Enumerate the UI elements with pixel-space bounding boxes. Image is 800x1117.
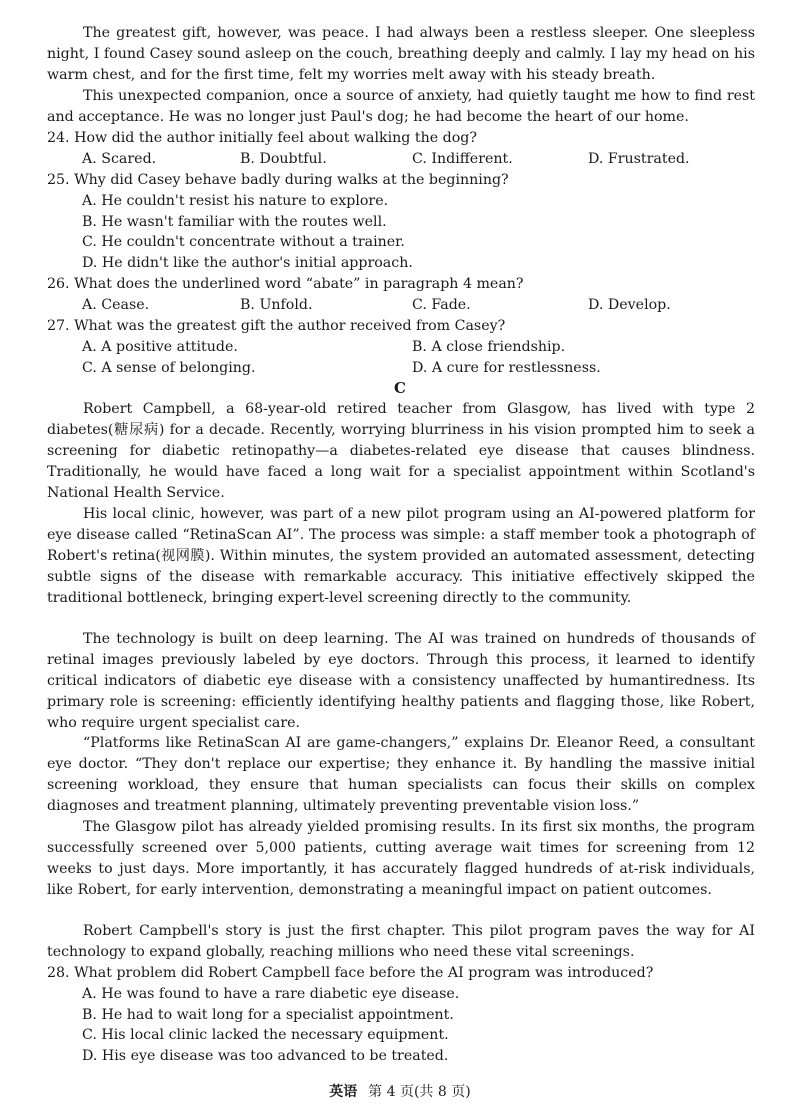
q26-option-a: A. Cease. (82, 297, 150, 313)
q27-option-a: A. A positive attitude. (82, 339, 238, 355)
q25-option-a: A. He couldn't resist his nature to explore. (82, 193, 389, 209)
q28-option-b: B. He had to wait long for a specialist appointment. (82, 1007, 454, 1023)
q25-option-d: D. He didn't like the author's initial approach. (82, 255, 413, 271)
section-c-paragraph-4: “Platforms like RetinaScan AI are game-changers,” explains Dr. Eleanor Reed, a consultant eye doctor. “They don't replace our expertise; they enhance it. By handling the massive initial screening workload, they ensure that human specialists can focus their skills on complex diagnoses and treatment planning, ultimately preventing preventable vision loss.” (47, 735, 755, 814)
section-c-paragraph-2: His local clinic, however, was part of a new pilot program using an AI-powered platform for eye disease called “RetinaScan AI”. The process was simple: a staff member took a photograph of Robert's retina(视网膜). Within minutes, the system provided an automated assessment, detecting subtle signs of the disease with remarkable accuracy. This initiative effectively skipped the traditional bottleneck, bringing expert-level screening directly to the community. (47, 506, 755, 606)
q24-option-a: A. Scared. (82, 151, 157, 167)
question-25-stem: 25. Why did Casey behave badly during walks at the beginning? (47, 172, 509, 188)
question-24-stem: 24. How did the author initially feel about walking the dog? (47, 130, 477, 146)
section-c-paragraph-5: The Glasgow pilot has already yielded promising results. In its first six months, the program successfully screened over 5,000 patients, cutting average wait times for screening from 12 weeks to just days. More importantly, it has accurately flagged hundreds of at-risk individuals, like Robert, for early intervention, demonstrating a meaningful impact on patient outcomes. (47, 819, 755, 898)
q28-option-a: A. He was found to have a rare diabetic eye disease. (82, 986, 460, 1002)
section-c-paragraph-6: Robert Campbell's story is just the first chapter. This pilot program paves the way for AI technology to expand globally, reaching millions who need these vital screenings. (47, 923, 755, 960)
passage-b-paragraph-1: The greatest gift, however, was peace. I had always been a restless sleeper. One sleepless night, I found Casey sound asleep on the couch, breathing deeply and calmly. I lay my head on his warm chest, and for the first time, felt my worries melt away with his steady breath. (47, 25, 755, 83)
page-footer (0, 1081, 800, 1101)
question-28-stem: 28. What problem did Robert Campbell face before the AI program was introduced? (47, 965, 654, 981)
q25-option-b: B. He wasn't familiar with the routes well. (82, 214, 387, 230)
q24-option-b: B. Doubtful. (240, 151, 327, 167)
q27-option-d: D. A cure for restlessness. (412, 360, 601, 376)
q28-option-d: D. His eye disease was too advanced to be treated. (82, 1048, 449, 1064)
q28-option-c: C. His local clinic lacked the necessary equipment. (82, 1027, 449, 1043)
section-c-heading: C (394, 379, 406, 397)
q26-option-b: B. Unfold. (240, 297, 313, 313)
q26-option-c: C. Fade. (412, 297, 471, 313)
q26-option-d: D. Develop. (588, 297, 671, 313)
q24-option-c: C. Indifferent. (412, 151, 513, 167)
footer-subject: 英语 (329, 1084, 358, 1100)
footer-page-number: 第 4 页(共 8 页) (368, 1084, 471, 1100)
section-c-paragraph-3: The technology is built on deep learning. The AI was trained on hundreds of thousands of retinal images previously labeled by eye doctors. Through this process, it learned to identify critical indicators of diabetic eye disease with a consistency unaffected by humantiredness. Its primary role is screening: efficiently identifying healthy patients and flagging those, like Robert, who require urgent specialist care. (47, 631, 755, 731)
question-26-stem: 26. What does the underlined word “abate” in paragraph 4 mean? (47, 276, 524, 292)
q25-option-c: C. He couldn't concentrate without a trainer. (82, 234, 405, 250)
section-c-paragraph-1: Robert Campbell, a 68-year-old retired teacher from Glasgow, has lived with type 2 diabetes(糖尿病) for a decade. Recently, worrying blurriness in his vision prompted him to seek a screening for diabetic retinopathy—a diabetes-related eye disease that causes blindness. Traditionally, he would have faced a long wait for a specialist appointment within Scotland's National Health Service. (47, 401, 755, 501)
q24-option-d: D. Frustrated. (588, 151, 690, 167)
question-27-stem: 27. What was the greatest gift the author received from Casey? (47, 318, 506, 334)
q27-option-c: C. A sense of belonging. (82, 360, 256, 376)
q27-option-b: B. A close friendship. (412, 339, 566, 355)
passage-b-paragraph-2: This unexpected companion, once a source of anxiety, had quietly taught me how to find rest and acceptance. He was no longer just Paul's dog; he had become the heart of our home. (47, 88, 755, 125)
